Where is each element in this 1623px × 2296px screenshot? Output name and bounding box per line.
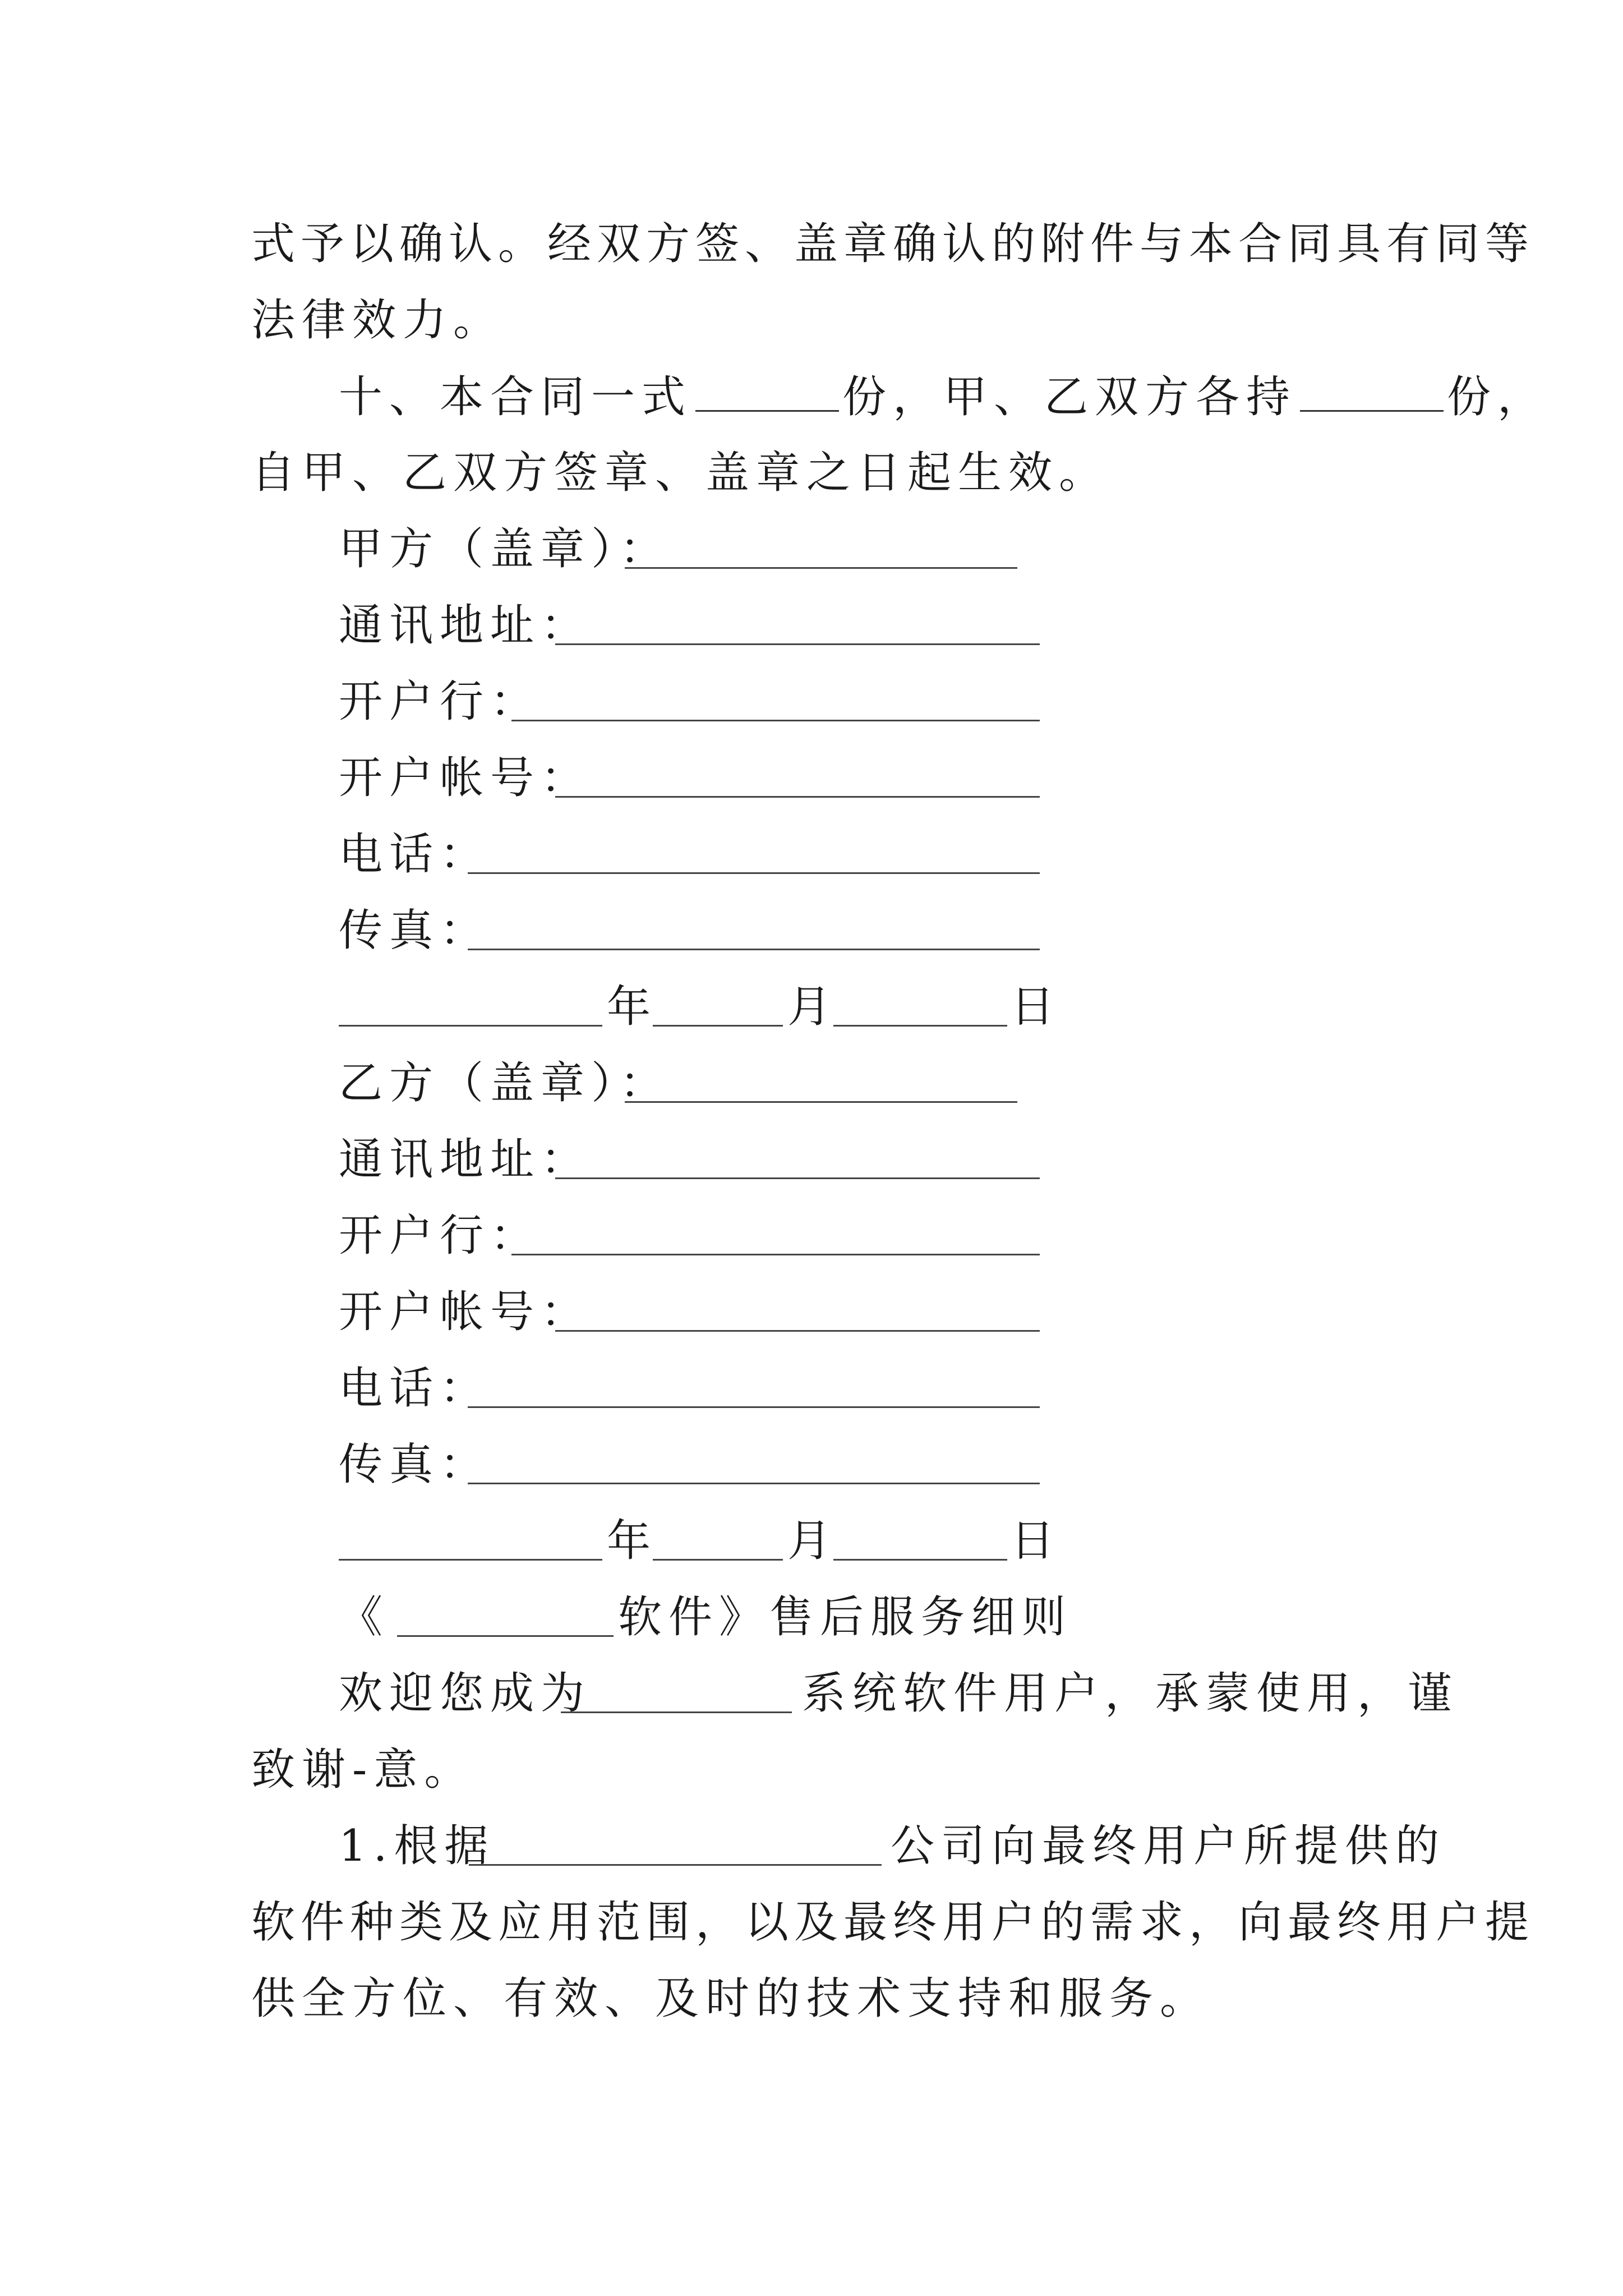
party-b-day-blank[interactable]: [833, 1559, 1007, 1561]
party-a-bank-label: 开户行：: [339, 677, 541, 727]
paragraph-line: 自甲、乙双方签章、盖章之日起生效。: [251, 448, 1110, 498]
item-one-text: 1.根据: [339, 1821, 495, 1871]
copies-total-blank[interactable]: [695, 369, 839, 412]
party-a-bank-field: [339, 674, 541, 730]
party-a-phone-blank[interactable]: [468, 872, 1040, 874]
party-a-seal-label: 甲方（盖章）：: [339, 524, 671, 574]
year-label: 年: [607, 1516, 658, 1566]
party-b-account-blank[interactable]: [555, 1330, 1040, 1332]
party-a-account-field: [339, 750, 591, 806]
copies-each-blank[interactable]: [1300, 369, 1444, 412]
party-b-address-field: [339, 1131, 591, 1188]
party-a-month-blank[interactable]: [653, 1025, 783, 1027]
clause-ten-text: 份，: [1447, 372, 1548, 422]
party-a-phone-field: [339, 826, 490, 882]
party-a-address-field: [339, 597, 591, 654]
title-text: 软件》售后服务细则: [618, 1592, 1073, 1642]
party-a-fax-blank[interactable]: [468, 949, 1040, 950]
party-b-year-blank[interactable]: [339, 1559, 602, 1561]
party-a-bank-blank[interactable]: [511, 720, 1040, 721]
party-b-bank-blank[interactable]: [511, 1254, 1040, 1255]
paragraph-line: 致谢-意。: [251, 1745, 475, 1795]
paragraph-line: [339, 369, 1548, 425]
item-one-line: [339, 1818, 1446, 1874]
month-label: 月: [787, 1516, 838, 1566]
party-b-address-label: 通讯地址：: [339, 1134, 592, 1185]
paragraph-line: 软件种类及应用范围，以及最终用户的需求，向最终用户提: [251, 1897, 1535, 1948]
party-b-fax-blank[interactable]: [468, 1483, 1040, 1484]
system-name-blank[interactable]: [561, 1711, 792, 1713]
party-a-year-blank[interactable]: [339, 1025, 602, 1027]
party-a-address-blank[interactable]: [555, 643, 1040, 645]
item-one-text: 公司向最终用户所提供的: [891, 1821, 1446, 1871]
party-b-phone-blank[interactable]: [468, 1406, 1040, 1408]
paragraph-line: 式予以确认。经双方签、盖章确认的附件与本合同具有同等: [251, 219, 1535, 269]
party-a-fax-field: [339, 903, 490, 959]
party-a-seal-blank[interactable]: [625, 567, 1017, 569]
party-b-phone-label: 电话：: [339, 1363, 491, 1414]
party-b-month-blank[interactable]: [653, 1559, 783, 1561]
party-b-address-blank[interactable]: [555, 1177, 1040, 1179]
day-label: 日: [1011, 982, 1062, 1032]
party-b-fax-field: [339, 1437, 490, 1493]
service-rules-title: [339, 1589, 1073, 1645]
clause-ten-text: 份，甲、乙双方各持: [842, 372, 1297, 422]
clause-ten-text: 十、本合同一式: [339, 372, 693, 422]
title-open-bracket: 《: [339, 1592, 390, 1642]
company-name-blank[interactable]: [469, 1864, 882, 1866]
party-b-account-field: [339, 1284, 591, 1340]
month-label: 月: [787, 982, 838, 1032]
day-label: 日: [1011, 1516, 1062, 1566]
party-b-seal-label: 乙方（盖章）：: [339, 1058, 671, 1108]
party-b-seal-field: [339, 1055, 670, 1111]
welcome-text: 系统软件用户，承蒙使用，谨: [802, 1668, 1459, 1719]
paragraph-line: 供全方位、有效、及时的技术支持和服务。: [251, 1973, 1211, 2024]
party-a-seal-field: [339, 521, 670, 577]
party-a-day-blank[interactable]: [833, 1025, 1007, 1027]
party-b-phone-field: [339, 1360, 490, 1416]
paragraph-line: 法律效力。: [251, 295, 504, 346]
party-a-phone-label: 电话：: [339, 829, 491, 880]
party-b-seal-blank[interactable]: [625, 1101, 1017, 1103]
year-label: 年: [607, 982, 658, 1032]
party-a-account-label: 开户帐号：: [339, 753, 592, 803]
party-b-bank-label: 开户行：: [339, 1211, 541, 1261]
welcome-text: 欢迎您成为: [339, 1668, 592, 1719]
software-name-blank[interactable]: [397, 1635, 614, 1637]
party-a-account-blank[interactable]: [555, 796, 1040, 798]
welcome-line: [339, 1665, 1459, 1722]
party-b-fax-label: 传真：: [339, 1439, 491, 1490]
party-a-address-label: 通讯地址：: [339, 600, 592, 651]
party-a-fax-label: 传真：: [339, 905, 491, 956]
party-b-account-label: 开户帐号：: [339, 1287, 592, 1337]
party-b-bank-field: [339, 1208, 541, 1264]
